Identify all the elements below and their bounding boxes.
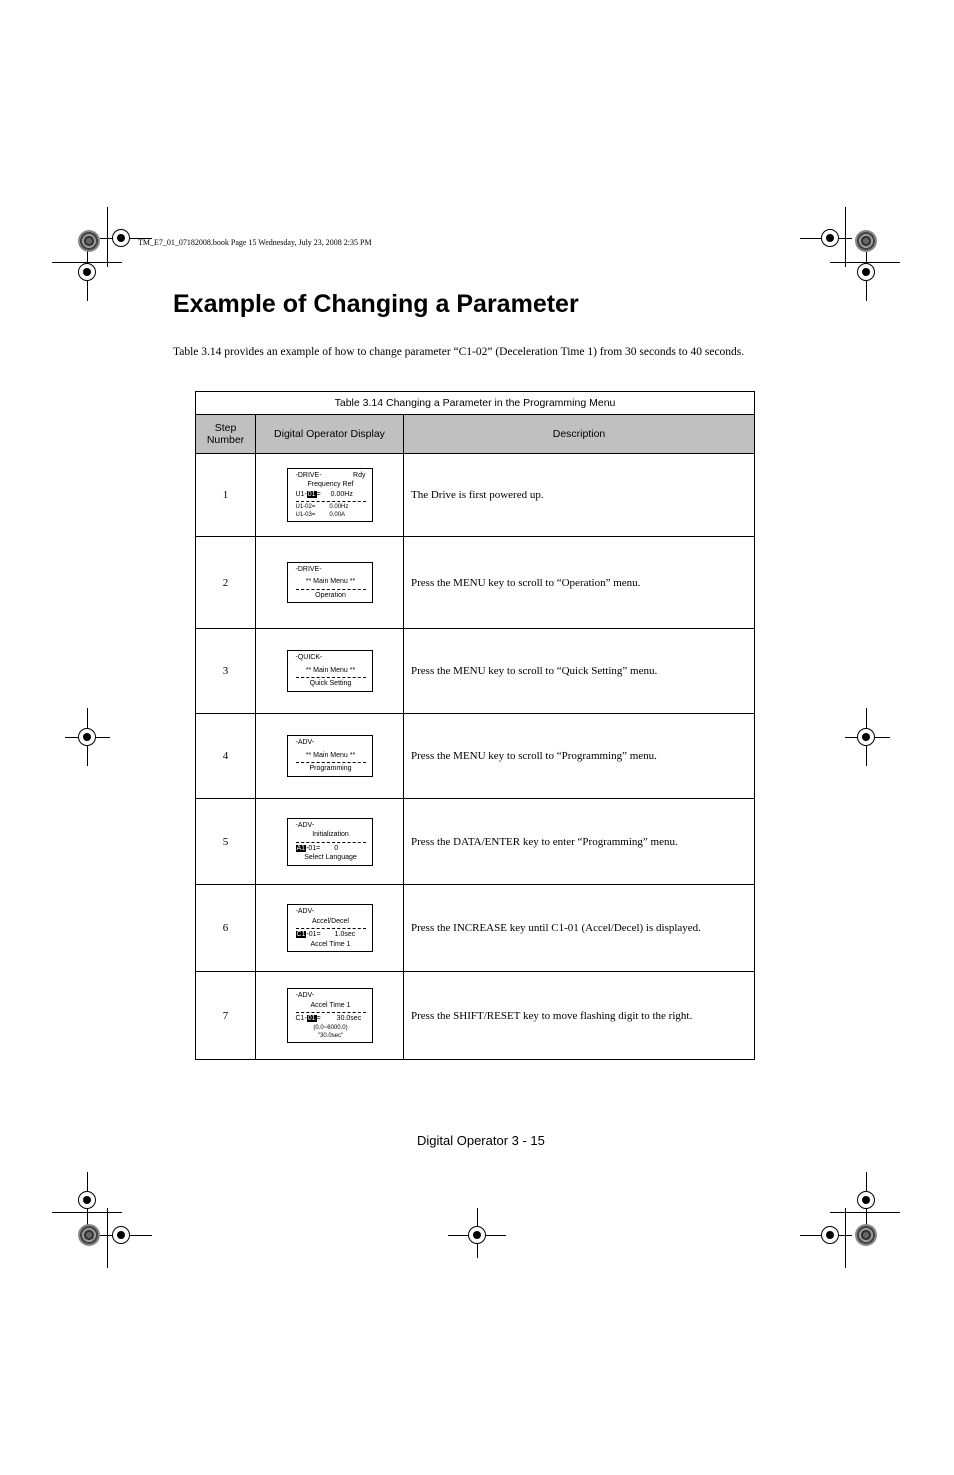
- step-description: Press the MENU key to scroll to “Programming” menu.: [404, 714, 755, 799]
- registration-mark-icon: [468, 1226, 486, 1244]
- table-row: [196, 454, 755, 537]
- step-description: Press the SHIFT/RESET key to move flashing digit to the right.: [404, 972, 755, 1060]
- table-row: [196, 799, 755, 885]
- parameter-table: [195, 391, 755, 1060]
- step-number: 4: [196, 714, 256, 799]
- lcd-display: -ADV- Initialization A1-01= 0 Select Language: [287, 818, 373, 866]
- color-target-icon: [78, 230, 100, 252]
- step-number: 1: [196, 454, 256, 537]
- print-slug: TM_E7_01_07182008.book Page 15 Wednesday, July 23, 2008 2:35 PM: [138, 238, 372, 247]
- header-description: Description: [404, 415, 755, 454]
- step-number: 5: [196, 799, 256, 885]
- table-header-row: [196, 415, 755, 454]
- header-display: Digital Operator Display: [256, 415, 404, 454]
- table-row: [196, 885, 755, 972]
- registration-mark-icon: [78, 728, 96, 746]
- table-row: [196, 537, 755, 629]
- color-target-icon: [855, 230, 877, 252]
- lcd-display: -ADV- ** Main Menu ** Programming: [287, 735, 373, 777]
- registration-mark-icon: [857, 1191, 875, 1209]
- header-step: Step Number: [196, 415, 256, 454]
- table-row: [196, 629, 755, 714]
- registration-mark-icon: [821, 1226, 839, 1244]
- page-footer: Digital Operator 3 - 15: [417, 1133, 545, 1148]
- table-row: [196, 972, 755, 1060]
- registration-mark-icon: [857, 728, 875, 746]
- step-description: The Drive is first powered up.: [404, 454, 755, 537]
- step-number: 2: [196, 537, 256, 629]
- lcd-display: -QUICK- ** Main Menu ** Quick Setting: [287, 650, 373, 692]
- table-row: [196, 714, 755, 799]
- step-description: Press the DATA/ENTER key to enter “Programming” menu.: [404, 799, 755, 885]
- registration-mark-icon: [112, 1226, 130, 1244]
- color-target-icon: [855, 1224, 877, 1246]
- color-target-icon: [78, 1224, 100, 1246]
- table-caption: Table 3.14 Changing a Parameter in the Programming Menu: [196, 392, 755, 415]
- registration-mark-icon: [821, 229, 839, 247]
- lcd-display: -DRIVE- ** Main Menu ** Operation: [287, 562, 373, 604]
- step-description: Press the MENU key to scroll to “Operation” menu.: [404, 537, 755, 629]
- intro-paragraph: Table 3.14 provides an example of how to change parameter “C1-02” (Deceleration Time 1) from 30 seconds to 40 seconds.: [173, 346, 745, 358]
- registration-mark-icon: [857, 263, 875, 281]
- lcd-display: -ADV- Accel Time 1 C1-01= 30.0sec (0.0~6000.0) "30.0sec": [287, 988, 373, 1043]
- registration-mark-icon: [78, 1191, 96, 1209]
- step-description: Press the MENU key to scroll to “Quick Setting” menu.: [404, 629, 755, 714]
- registration-mark-icon: [112, 229, 130, 247]
- lcd-display: -ADV- Accel/Decel C1-01= 1.0sec Accel Time 1: [287, 904, 373, 952]
- lcd-display: -DRIVE- Rdy Frequency Ref U1-01= 0.00Hz U1-02= 0.00Hz U1-03= 0.00A: [287, 468, 373, 523]
- registration-mark-icon: [78, 263, 96, 281]
- step-number: 7: [196, 972, 256, 1060]
- step-number: 3: [196, 629, 256, 714]
- step-number: 6: [196, 885, 256, 972]
- step-description: Press the INCREASE key until C1-01 (Accel/Decel) is displayed.: [404, 885, 755, 972]
- page-title: Example of Changing a Parameter: [173, 290, 579, 318]
